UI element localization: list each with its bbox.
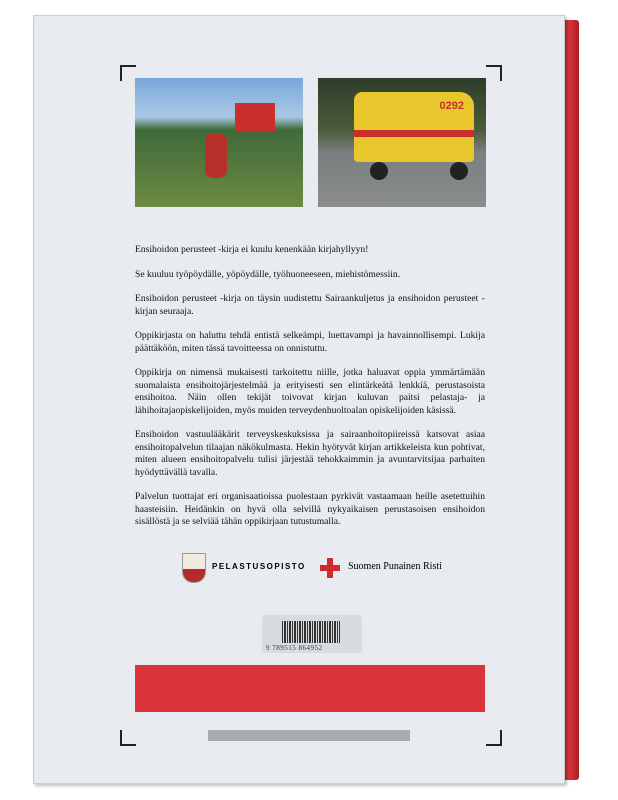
publisher-logos bbox=[182, 553, 442, 583]
pelastusopisto-shield-icon bbox=[182, 553, 206, 583]
red-band bbox=[135, 665, 485, 712]
paragraph: Ensihoidon vastuulääkärit terveyskeskuksissa ja sairaanhoitopiireissä katsovat asiaa ensihoitopalvelun tilaajan näkökulmasta. Hekin hyötyvät kirjan artikkeleista kun pohtivat, miten alueen ensihoitopalvelu tulisi järjestää tehokkaimmin ja avuntarvitsijaa parhaiten hyödyttävällä tavalla. bbox=[135, 429, 485, 478]
corner-mark bbox=[486, 65, 502, 81]
ambulance-number: 0292 bbox=[439, 100, 464, 112]
rescue-scene-photo bbox=[135, 78, 303, 207]
rescuer-figure bbox=[205, 133, 227, 178]
barcode-number: 9 789515 864952 bbox=[266, 644, 323, 652]
corner-mark bbox=[120, 65, 136, 81]
paragraph: Ensihoidon perusteet -kirja on täysin uudistettu Sairaankuljetus ja ensihoidon perusteet -kirjan seuraaja. bbox=[135, 293, 485, 317]
barcode-sticker bbox=[262, 615, 362, 653]
red-cross-icon bbox=[320, 558, 340, 578]
ambulance bbox=[354, 92, 474, 162]
paragraph: Oppikirjasta on haluttu tehdä entistä selkeämpi, luettavampi ja havainnollisempi. Lukija päättäköön, miten tässä tavoitteessa on onnistuttu. bbox=[135, 330, 485, 354]
paragraph: Palvelun tuottajat eri organisaatioissa puolestaan pyrkivät vastaamaan heille asetettuihin haasteisiin. Heidänkin on hyvä olla selvillä nykyaikaisen perustasoisen ensihoidon sisällöstä ja se selviää tähän oppikirjaan tutustumalla. bbox=[135, 491, 485, 527]
fire-truck bbox=[235, 103, 275, 131]
ambulance-photo bbox=[318, 78, 486, 207]
red-cross-label: Suomen Punainen Risti bbox=[348, 561, 442, 572]
corner-mark bbox=[120, 730, 136, 746]
blurb-text bbox=[135, 244, 485, 541]
book-spine bbox=[563, 20, 579, 780]
paragraph: Se kuuluu työpöydälle, yöpöydälle, työhuoneeseen, miehistömessiin. bbox=[135, 268, 401, 280]
corner-mark bbox=[486, 730, 502, 746]
paragraph: Oppikirja on nimensä mukaisesti tarkoitettu niille, jotka haluavat oppia ymmärtämään suomalaista ensihoitojärjestelmää ja erityisesti sen elintärkeätä lenkkiä, perustasoista ensihoitoa. Näin ollen tekijät toivovat kirjan kuluvan paitsi pelastaja- ja lähihoitajaopiskelijoiden, myös muiden terveydenhuoltoalan opiskelijoiden käsissä. bbox=[135, 367, 485, 416]
barcode-bars bbox=[282, 621, 340, 643]
paragraph: Ensihoidon perusteet -kirja ei kuulu kenenkään kirjahyllyyn! bbox=[135, 244, 369, 255]
pelastusopisto-label: PELASTUSOPISTO bbox=[212, 562, 306, 571]
gray-band bbox=[208, 730, 410, 741]
